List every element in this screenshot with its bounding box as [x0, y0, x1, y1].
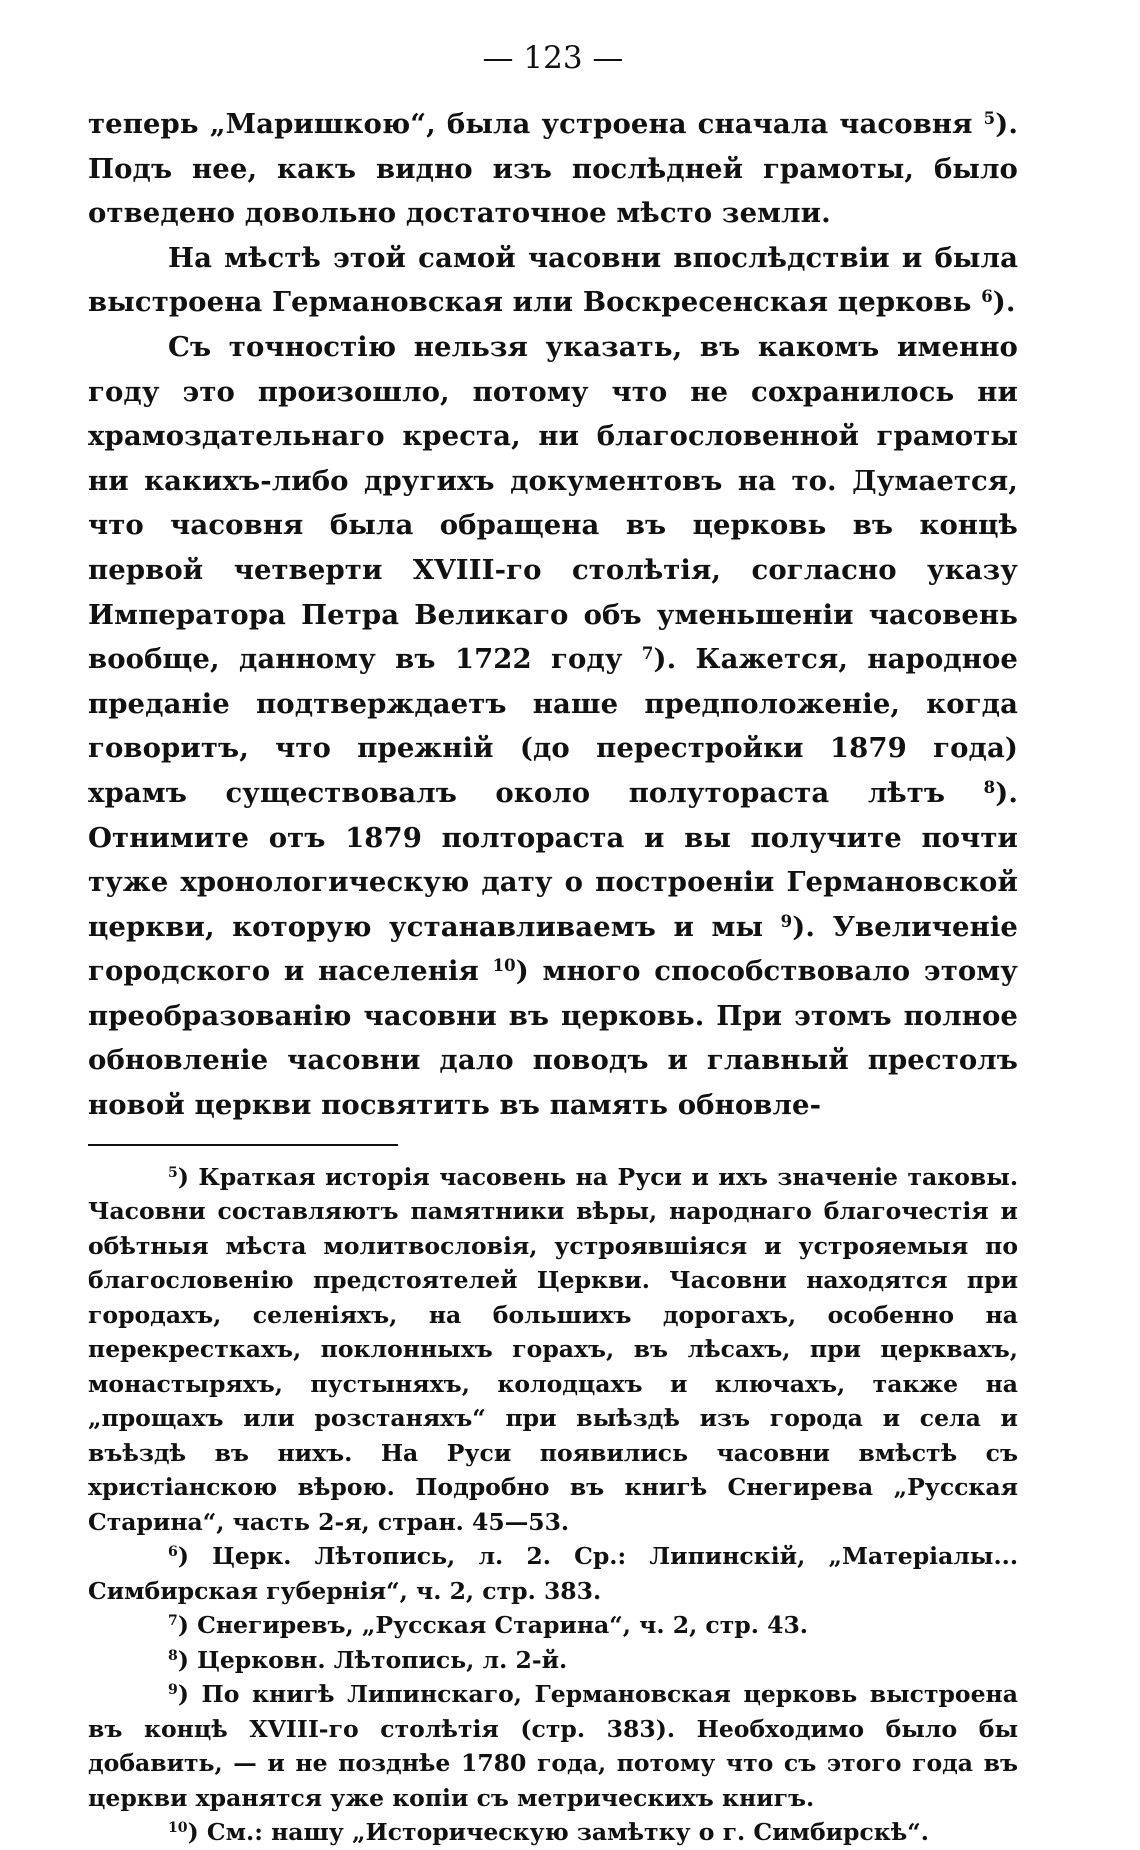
footnote-8: $^8$) Церковн. Лѣтопись, л. 2-й.: [168, 1645, 568, 1674]
paragraph-3: Съ точностію нельзя указать, въ какомъ именно году это произошло, потому что не сохранилось ни храмоздательнаго креста, ни благословенной грамоты ни какихъ-либо другихъ документовъ на то. Думается, что часовня была обращена въ церковь въ концѣ первой четверти XVIII-го столѣтія, согласно указу Императора Петра Великаго объ уменьшеніи часовень вообще, данному въ 1722 году $^7$). Кажется, народное преданіе подтверждаетъ наше предположеніе, когда говоритъ, что прежній (до перестройки 1879 года) храмъ существовалъ около полутораста лѣтъ $^8$). Отнимите отъ 1879 полтораста и вы получите почти туже хронологическую дату о построеніи Германовской церкви, которую устанавливаемъ и мы $^9$). Увеличеніе городского и населенія $^{10}$) много способствовало этому преобразованію часовни въ церковь. При этомъ полное обновленіе часовни дало поводъ и главный престолъ новой церкви посвятить въ память обновле-: [88, 330, 1018, 1122]
footnote-ref-7[interactable]: 7: [641, 644, 654, 664]
page-number: — 123 —: [482, 40, 624, 76]
footnote-5: $^5$) Краткая исторія часовень на Руси и ихъ значеніе таковы. Часовни составляютъ памятники вѣры, народнаго благочестія и обѣтныя мѣста молитвословія, устроявшіяся и устрояемыя по благословенію предстоятелей Церкви. Часовни находятся при городахъ, селеніяхъ, на большихъ дорогахъ, особенно на перекресткахъ, поклонныхъ горахъ, въ лѣсахъ, при церквахъ, монастыряхъ, пустыняхъ, колодцахъ и ключахъ, также на „прощахъ или розстаняхъ“ при выѣздѣ изъ города и села и въѣздѣ въ нихъ. На Руси появились часовни вмѣстѣ съ христіанскою вѣрою. Подробно въ книгѣ Снегирева „Русская Старина“, часть 2-я, стран. 45—53.: [88, 1162, 1018, 1536]
footnote-6: $^6$) Церк. Лѣтопись, л. 2. Ср.: Липинскій, „Матеріалы... Симбирская губернія“, ч. 2, стр. 383.: [88, 1542, 1018, 1605]
footnote-ref-5[interactable]: 5: [983, 108, 996, 128]
paragraph-1: теперь „Маришкою“, была устроена сначала часовня $^5$). Подъ нее, какъ видно изъ послѣдней грамоты, было отведено довольно достаточное мѣсто земли.: [88, 108, 1018, 230]
footnote-ref-9[interactable]: 9: [780, 911, 793, 931]
footnote-10: $^{10}$) См.: нашу „Историческую замѣтку о г. Симбирскѣ“.: [168, 1818, 929, 1847]
footnote-9: $^9$) По книгѣ Липинскаго, Германовская церковь выстроена въ концѣ XVIII-го столѣтія (стр. 383). Необходимо было бы добавить, — и не позднѣе 1780 года, потому что съ этого года въ церкви хранятся уже копіи съ метрическихъ книгъ.: [88, 1680, 1018, 1812]
footnote-divider: [88, 1144, 398, 1146]
paragraph-2: На мѣстѣ этой самой часовни впослѣдствіи и была выстроена Германовская или Воскресенская церковь $^6$).: [88, 241, 1018, 319]
footnotes: [88, 1160, 1018, 1850]
footnote-ref-6[interactable]: 6: [981, 287, 993, 307]
main-text: [88, 102, 1018, 1128]
book-page: [88, 38, 1018, 1850]
footnote-7: $^7$) Снегиревъ, „Русская Старина“, ч. 2, стр. 43.: [168, 1611, 808, 1640]
footnote-ref-10[interactable]: 10: [492, 956, 516, 976]
footnote-ref-8[interactable]: 8: [983, 777, 996, 797]
